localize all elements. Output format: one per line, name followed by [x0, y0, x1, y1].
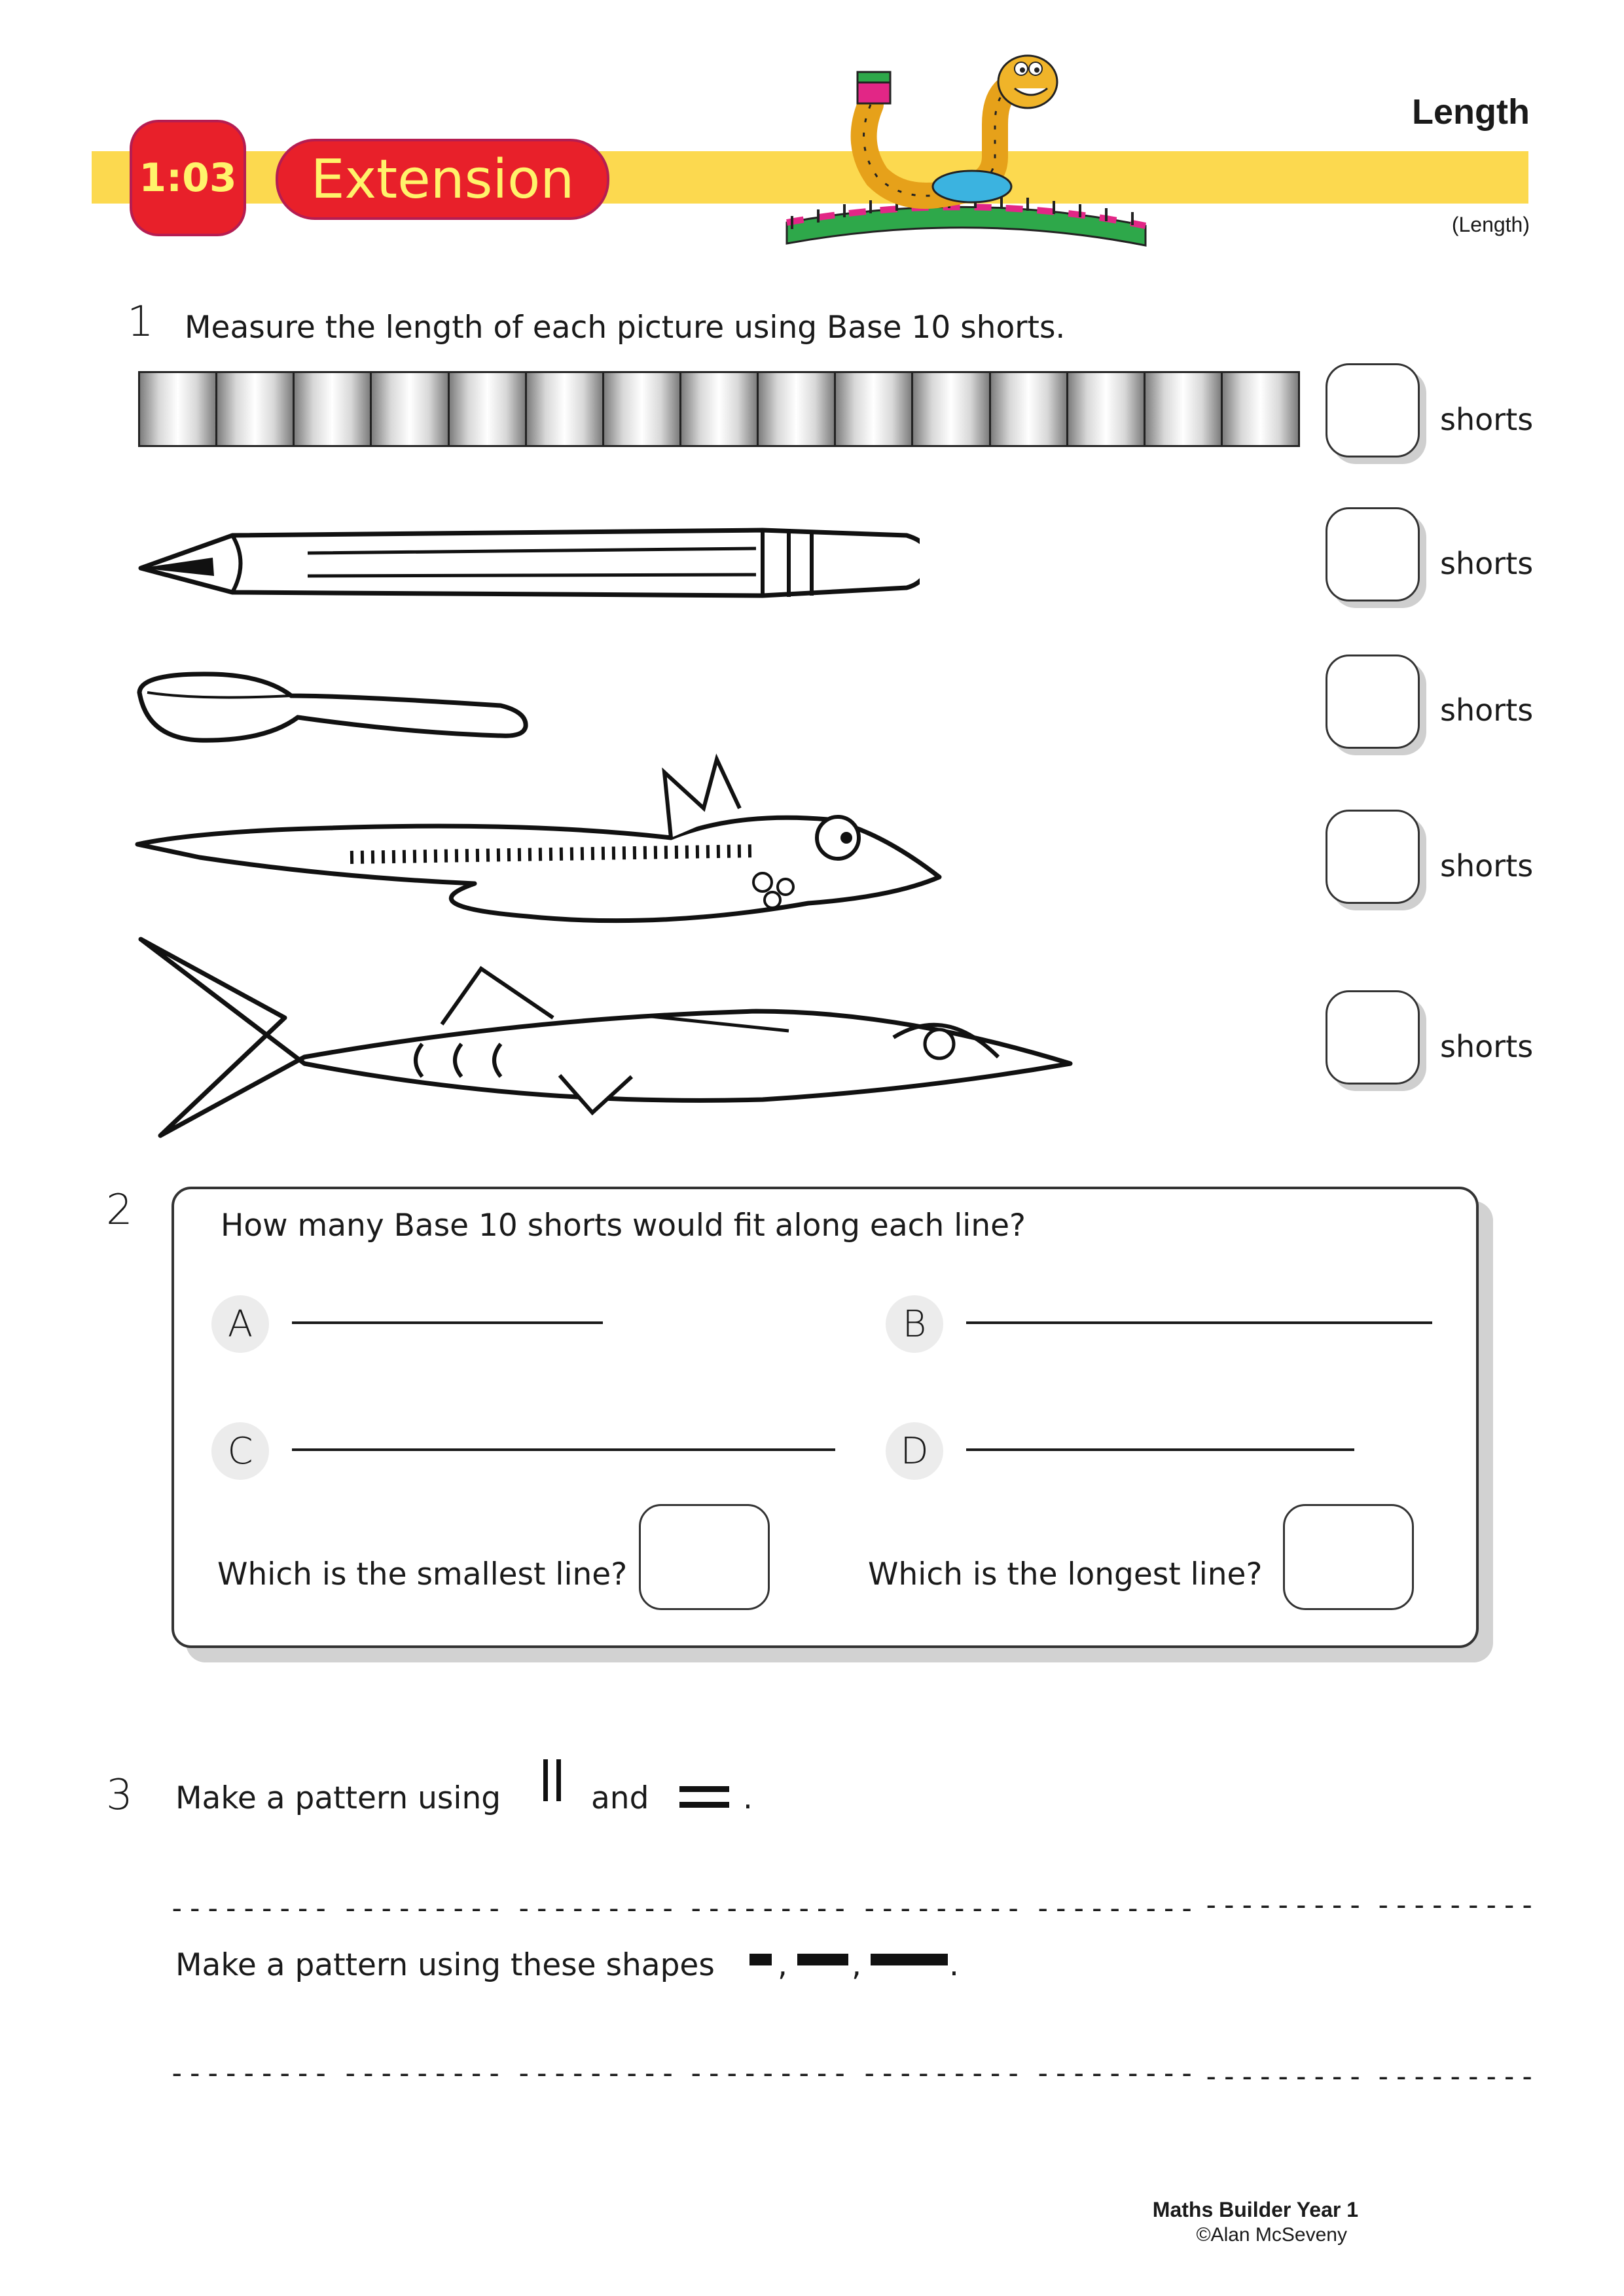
shorts-label: shorts	[1440, 1029, 1534, 1064]
base10-shorts-strip-icon	[138, 371, 1300, 447]
short-unit	[759, 373, 836, 445]
pattern-blank[interactable]: ---------	[1375, 2060, 1537, 2093]
pattern-blank[interactable]: ---------	[1375, 1888, 1537, 1922]
pattern-blank[interactable]: ---------	[861, 2056, 1023, 2090]
pattern-blank[interactable]: ---------	[342, 2056, 504, 2090]
vertical-shorts-icon	[541, 1758, 567, 1804]
short-unit	[991, 373, 1068, 445]
short-unit	[295, 373, 372, 445]
long-bar-icon	[871, 1954, 948, 1965]
short-unit	[681, 373, 759, 445]
answer-box-swordfish[interactable]	[1326, 810, 1420, 904]
line-b	[966, 1321, 1432, 1324]
line-label-a: A	[211, 1295, 269, 1353]
medium-bar-icon	[797, 1954, 848, 1965]
extension-badge: Extension	[276, 139, 609, 220]
question-1-prompt: Measure the length of each picture using Base 10 shorts.	[185, 310, 1066, 346]
pattern-blank[interactable]: ---------	[168, 1892, 331, 1925]
pattern-blank[interactable]: ---------	[515, 2056, 677, 2090]
shorts-label: shorts	[1440, 848, 1534, 884]
shorts-label: shorts	[1440, 402, 1534, 437]
line-label-b: B	[886, 1295, 943, 1353]
spoon-icon	[134, 666, 540, 751]
shape-separator: ,	[852, 1947, 861, 1983]
shorts-label: shorts	[1440, 546, 1534, 581]
pattern-blank[interactable]: ---------	[515, 1892, 677, 1925]
pattern-prompt-and: and	[591, 1780, 649, 1816]
short-unit	[836, 373, 913, 445]
horizontal-shorts-icon	[678, 1782, 731, 1815]
pattern-blank[interactable]: ---------	[1034, 1892, 1197, 1925]
answer-box-spoon[interactable]	[1326, 655, 1420, 749]
shape-separator: ,	[778, 1947, 787, 1983]
longest-line-question: Which is the longest line?	[868, 1556, 1263, 1592]
question-3-number: 3	[106, 1771, 133, 1820]
pattern-blank[interactable]: ---------	[342, 1892, 504, 1925]
short-unit	[913, 373, 990, 445]
short-unit	[1146, 373, 1223, 445]
pattern-prompt-b: Make a pattern using these shapes	[175, 1947, 715, 1983]
longest-line-answer-box[interactable]	[1283, 1504, 1414, 1610]
question-2-number: 2	[106, 1186, 133, 1234]
short-unit	[1068, 373, 1146, 445]
pattern-blank[interactable]: ---------	[687, 2056, 850, 2090]
smallest-line-answer-box[interactable]	[639, 1504, 770, 1610]
worksheet-code-badge: 1:03	[130, 120, 246, 236]
shorts-label: shorts	[1440, 692, 1534, 728]
line-d	[966, 1448, 1354, 1451]
question-2-prompt: How many Base 10 shorts would fit along each line?	[221, 1208, 1026, 1244]
pattern-blank[interactable]: ---------	[1034, 2056, 1197, 2090]
line-label-d: D	[886, 1422, 943, 1480]
pencil-icon	[134, 517, 920, 609]
line-a	[292, 1321, 603, 1324]
line-label-c: C	[211, 1422, 269, 1480]
short-unit	[450, 373, 527, 445]
pattern-blank[interactable]: ---------	[1202, 2060, 1365, 2093]
worm-mascot-icon	[779, 26, 1159, 255]
pattern-blank[interactable]: ---------	[861, 1892, 1023, 1925]
short-unit	[527, 373, 604, 445]
topic-title: Length	[1412, 92, 1530, 132]
short-unit	[217, 373, 295, 445]
shape-end: .	[949, 1947, 959, 1983]
small-bar-icon	[749, 1954, 772, 1965]
pattern-blank[interactable]: ---------	[687, 1892, 850, 1925]
answer-box-barracuda[interactable]	[1326, 990, 1420, 1085]
footer-title: Maths Builder Year 1	[1152, 2198, 1358, 2221]
answer-box-strip[interactable]	[1326, 363, 1420, 457]
topic-subtitle: (Length)	[1451, 213, 1530, 236]
line-c	[292, 1448, 835, 1451]
pattern-blank[interactable]: ---------	[168, 2056, 331, 2090]
short-unit	[1223, 373, 1298, 445]
pattern-prompt-a: Make a pattern using	[175, 1780, 501, 1816]
question-1-number: 1	[127, 298, 154, 346]
short-unit	[604, 373, 681, 445]
pattern-blank[interactable]: ---------	[1202, 1888, 1365, 1922]
answer-box-pencil[interactable]	[1326, 507, 1420, 601]
short-unit	[140, 373, 217, 445]
short-unit	[372, 373, 449, 445]
footer-copyright: ©Alan McSeveny	[1196, 2224, 1347, 2246]
pattern-prompt-end: .	[743, 1780, 753, 1816]
barracuda-icon	[134, 933, 1077, 1142]
smallest-line-question: Which is the smallest line?	[217, 1556, 628, 1592]
swordfish-icon	[134, 746, 1011, 936]
